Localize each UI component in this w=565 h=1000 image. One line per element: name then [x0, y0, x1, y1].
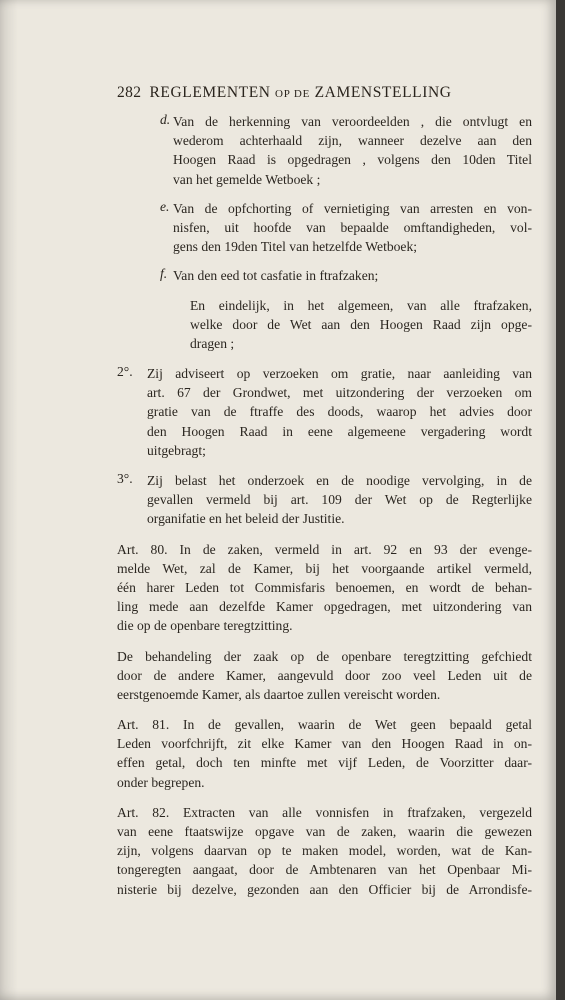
text-line: van het gemelde Wetboek ;	[173, 171, 321, 187]
article-81-paragraph	[117, 715, 532, 792]
text-line: Art. 81. In de gevallen, waarin de Wet geen bepaald getal	[117, 717, 532, 733]
text-line: nisterie bij dezelve, gezonden aan den Officier bij de Arrondisfe-	[117, 881, 532, 897]
text-line: onder begrepen.	[117, 774, 205, 790]
text-line: die op de openbare teregtzitting.	[117, 618, 293, 634]
closing-sub-paragraph	[190, 296, 532, 354]
text-line: eerstgenoemde Kamer, als daartoe zullen vereischt worden.	[117, 686, 441, 702]
numbered-item-marker: 3°.	[117, 471, 133, 486]
text-line: Leden voorfchrijft, zit elke Kamer van den Hoogen Raad in on-	[117, 736, 532, 752]
numbered-item-2	[117, 364, 532, 460]
text-line: zijn, volgens daarvan op te maken model, worden, wat de Kan-	[117, 843, 532, 859]
binding-shadow	[0, 0, 18, 1000]
text-line: Zij adviseert op verzoeken om gratie, naar aanleiding van	[147, 366, 532, 382]
page-number: 282	[117, 84, 142, 101]
sub-item-d	[160, 112, 532, 189]
text-line: Hoogen Raad is opgedragen , volgens den 10den Titel	[173, 152, 532, 168]
numbered-item-marker: 2°.	[117, 364, 133, 380]
text-line: ling mede aan dezelfde Kamer opgedragen, met uitzondering van	[117, 599, 532, 615]
text-line: wederom achterhaald zijn, wanneer dezelve aan den	[173, 133, 532, 149]
page-text	[117, 84, 532, 899]
text-line: gens den 19den Titel van hetzelfde Wetboek;	[173, 239, 418, 255]
sub-item-marker: e.	[160, 198, 170, 214]
text-line: dragen ;	[190, 335, 235, 351]
text-line: gevallen vermeld bij art. 109 der Wet op de Regterlijke	[147, 492, 532, 508]
article-80-continuation	[117, 647, 532, 705]
text-line: Art. 80. In de zaken, vermeld in art. 92 en 93 der evenge-	[117, 541, 532, 557]
sub-item-marker: f.	[160, 266, 168, 282]
sub-item-marker: d.	[160, 112, 171, 127]
text-line: Art. 82. Extracten van alle vonnisfen in ftrafzaken, vergezeld	[117, 804, 532, 820]
text-line: één harer Leden tot Commisfaris benoemen, en wordt de behan-	[117, 579, 532, 595]
text-line: effen getal, doch ten minfte met vijf Leden, de Voorzitter daar-	[117, 755, 532, 771]
running-header	[117, 84, 532, 102]
text-line: van eene ftaatswijze opgave van de zaken, waarin die gewezen	[117, 824, 532, 839]
running-title: REGLEMENTEN OP DE ZAMENSTELLING	[149, 84, 452, 101]
article-82-paragraph	[117, 803, 532, 899]
text-line: door de andere Kamer, aangevuld door zoo veel Leden uit de	[117, 667, 532, 683]
text-line: nisfen, uit hoofde van bepaalde omftandigheden, vol-	[173, 219, 532, 235]
text-line: organifatie en het beleid der Justitie.	[147, 511, 345, 527]
text-line: den Hoogen Raad in eene algemeene vergadering wordt	[147, 423, 532, 439]
text-line: uitgebragt;	[147, 442, 206, 458]
text-line: gratie van de ftraffe des doods, waarop het advies door	[147, 404, 532, 420]
text-line: Van de opfchorting of vernietiging van arresten en von-	[173, 200, 532, 216]
text-line: Van de herkenning van veroordeelden , die ontvlugt en	[173, 114, 532, 129]
text-line: Zij belast het onderzoek en de noodige vervolging, in de	[147, 473, 532, 488]
sub-item-e	[160, 198, 532, 257]
text-line: De behandeling der zaak op de openbare teregtzitting gefchiedt	[117, 648, 532, 664]
text-line: melde Wet, zal de Kamer, bij het voorgaande artikel vermeld,	[117, 560, 532, 576]
sub-item-f	[160, 266, 532, 285]
text-line: Van den eed tot casfatie in ftrafzaken;	[173, 268, 379, 284]
numbered-item-3	[117, 471, 532, 529]
text-line: art. 67 der Grondwet, met uitzondering der verzoeken om	[147, 385, 532, 401]
article-80-paragraph	[117, 540, 532, 636]
text-line: tongeregten aangaat, door de Ambtenaren van het Openbaar Mi-	[117, 862, 532, 878]
text-line: welke door de Wet aan den Hoogen Raad zijn opge-	[190, 316, 532, 332]
text-line: En eindelijk, in het algemeen, van alle ftrafzaken,	[190, 297, 532, 313]
